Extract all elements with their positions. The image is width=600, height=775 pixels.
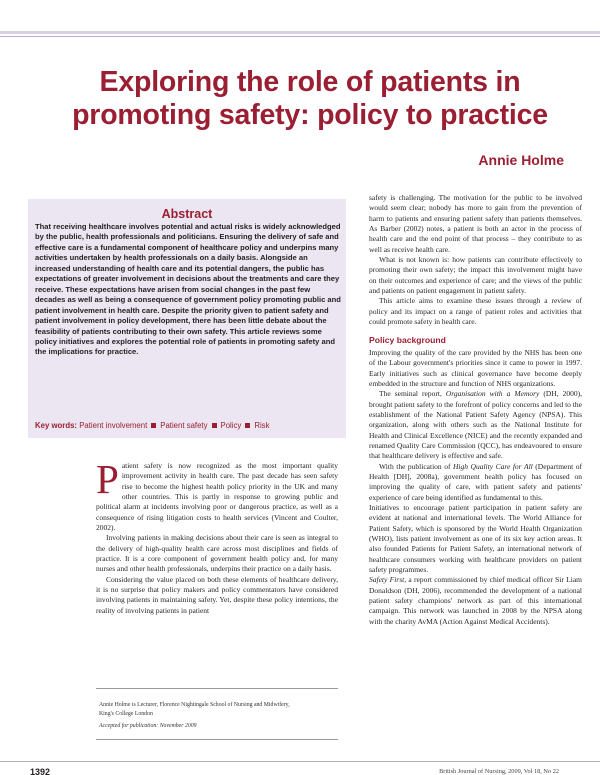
author-affiliation: Annie Holme is Lecturer, Florence Nightingale School of Nursing and Midwifery, King's College London (99, 702, 290, 717)
header-rule-thin (0, 36, 600, 37)
journal-citation: British Journal of Nursing, 2009, Vol 18, No 22 (439, 768, 559, 775)
paragraph: Patient safety is now recognized as the most important quality improvement activity in health care. The past decade has seen safety rise to become the highest health policy priority in the UK and many other countries. This is partly in response to growing public and political alarm at incidents involving poor or dangerous practice, as well as a consequence of rising litigation costs to health services (Vincent and Coulter, 2002). (96, 456, 338, 533)
square-bullet-icon (212, 423, 217, 428)
paragraph: This article aims to examine these issues through a review of policy and its impact on a range of patient roles and activities that could promote safety in health care. (369, 296, 582, 327)
paragraph: The seminal report, Organisation with a Memory (DH, 2000), brought patient safety to the forefront of policy concerns and led to the establishment of the National Patient Safety Agency (NPSA). This organization, along with others such as the National Institute for Health and Clinical Excellence (NICE) and the recently expanded and renamed Quality Care Commission (QCC), has endeavoured to ensure that healthcare delivery is effective and safe. (369, 389, 582, 461)
paragraph: Improving the quality of the care provided by the NHS has been one of the Labour government's priorities since it came to power in 1997. Early initiatives such as clinical governance have become deeply embedded in the structure and function of NHS organizations. (369, 347, 582, 388)
square-bullet-icon (245, 423, 250, 428)
header-rule (0, 31, 600, 34)
abstract-text: That receiving healthcare involves potential and actual risks is widely acknowledged by the public, health professionals and politicians. Ensuring the delivery of safe and effective care is a fundamental component of healthcare policy and underpins many activities undertaken by health professionals on a daily basis. Alongside an increased understanding of health care and its potential dangers, the public has expectations of greater involvement in decisions about the treatments and care they receive. These expectations have arisen from social changes in the past few decades as well as being a consequence of government policy promoting public and patient involvement in health care. Despite the priority given to patient safety and patient involvement in policy development, there has been little debate about the feasibility of patients contributing to their own safety. This article reviews some policy initiatives and explores the potential role of patients in promoting safety and the implications for practice. (35, 222, 341, 357)
paragraph: safety is challenging. The motivation for the public to be involved would seem clear; nobody has more to gain from the prevention of harm to patients and ensuring patient safety than patients themselves. As Barber (2002) notes, a patient is both an actor in the process of health care and the end point of that process – they contribute to as well as receive health care. (369, 193, 582, 254)
keyword: Policy (220, 421, 242, 430)
footer-rule (0, 761, 600, 762)
article-title (60, 66, 560, 132)
square-bullet-icon (151, 423, 156, 428)
paragraph: Safety First, a report commissioned by chief medical officer Sir Liam Donaldson (DH, 2006), recommended the development of a national patient safety champions' network as part of this international campaign. This network was launched in 2008 by the NPSA along with the charity AvMA (Action Against Medical Accidents). (369, 575, 582, 626)
paragraph: Considering the value placed on both these elements of healthcare delivery, it is no surprise that policy makers and policy commentators have considered involving patients in maintaining safety. Yet, despite these policy intentions, the reality of involving patients in patient (96, 574, 338, 615)
title-line-2: promoting safety: policy to practice (72, 99, 548, 131)
header-band (0, 0, 600, 18)
paragraph: Involving patients in making decisions about their care is seen as integral to the delivery of high-quality health care across most disciplines and fields of practice. It is a core component of government health policy and, for many nurses and other health professionals, underpins their practice on a daily basis. (96, 533, 338, 574)
keywords-line (35, 421, 345, 430)
abstract-heading: Abstract (161, 207, 213, 221)
paragraph: What is not known is: how patients can contribute effectively to promoting their own safety; the impact this involvement might have on their outcomes and experience of care; and the views of the public and patients on patient engagement in patient safety. (369, 255, 582, 296)
page-number: 1392 (30, 767, 51, 775)
accepted-date: Accepted for publication: November 2009 (99, 723, 197, 729)
paragraph: Initiatives to encourage patient participation in patient safety are evident at national and international levels. The World Alliance for Patient Safety, which is sponsored by the World Health Organization (WHO), lists patient involvement as one of its six key action areas. It also founded Patients for Patient Safety, an international network of healthcare consumers working with healthcare providers on patient safety programmes. (369, 502, 582, 575)
body-column-right (369, 193, 582, 627)
keyword: Risk (254, 421, 270, 430)
title-line-1: Exploring the role of patients in (99, 66, 521, 98)
keyword: Patient safety (160, 421, 208, 430)
section-heading: Policy background (369, 335, 446, 346)
drop-cap: P (96, 456, 119, 502)
abstract-box (28, 199, 346, 438)
body-column-left (96, 456, 338, 616)
keywords-label: Key words: (35, 421, 78, 430)
keyword: Patient involvement (79, 421, 148, 430)
paragraph: With the publication of High Quality Care for All (Department of Health [DH], 2008a), government health policy has focused on improving the quality of care, with patient safety and patients' experience of care being identified as fundamental to this. (369, 461, 582, 502)
author-name: Annie Holme (478, 152, 564, 168)
author-note (96, 688, 338, 740)
